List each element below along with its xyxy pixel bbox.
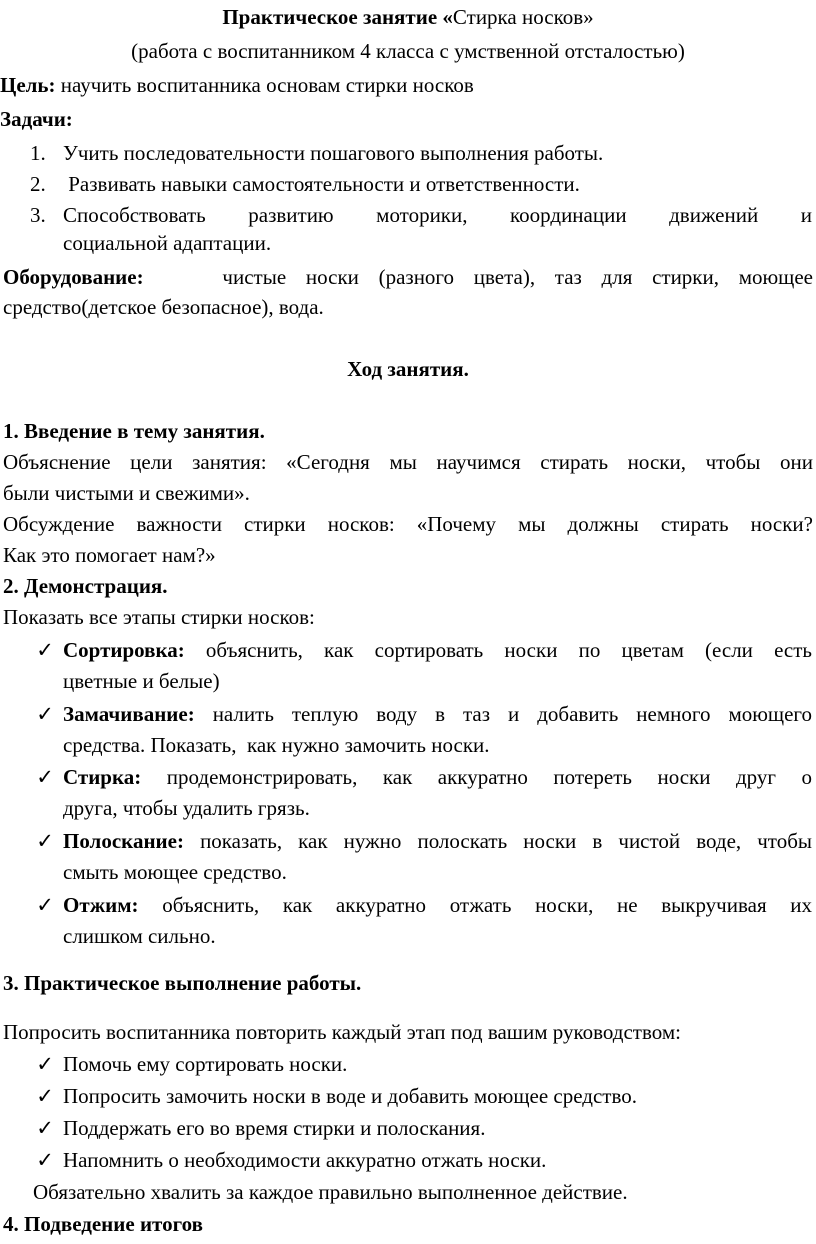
goal-text: научить воспитанника основам стирки носков xyxy=(60,73,474,97)
task-number: 3. xyxy=(30,203,46,227)
document-title xyxy=(0,4,816,30)
section1-paragraph-line: Как это помогает нам?» xyxy=(3,543,216,567)
practice-step-text: Помочь ему сортировать носки. xyxy=(63,1052,348,1076)
practice-step-text: Напомнить о необходимости аккуратно отжать носки. xyxy=(63,1148,547,1172)
demo-step-text: Полоскание: показать, как нужно полоскать носки в чистой воде, чтобы xyxy=(63,829,813,853)
checkmark-icon: ✓ xyxy=(36,702,54,726)
demo-step-text: Стирка: продемонстрировать, как аккуратно потереть носки друг о xyxy=(63,765,813,789)
equipment-label: Оборудование: xyxy=(3,265,144,289)
equipment-line xyxy=(3,264,813,290)
tasks-label: Задачи: xyxy=(0,107,73,131)
task-text: Развивать навыки самостоятельности и ответственности. xyxy=(63,172,580,196)
course-heading: Ход занятия. xyxy=(347,357,469,381)
title-bold: Практическое занятие « xyxy=(222,5,453,29)
task-text: Способствовать развитию моторики, координации движений и xyxy=(63,203,812,227)
checkmark-icon: ✓ xyxy=(36,829,54,853)
section2-title: 2. Демонстрация. xyxy=(3,574,168,598)
section3-note: Обязательно хвалить за каждое правильно выполненное действие. xyxy=(33,1180,628,1204)
title-rest: Стирка носков» xyxy=(452,5,594,29)
task-text: Учить последовательности пошагового выполнения работы. xyxy=(63,141,604,165)
checkmark-icon: ✓ xyxy=(36,1052,54,1076)
section1-paragraph-line: были чистыми и свежими». xyxy=(3,481,250,505)
section3-intro: Попросить воспитанника повторить каждый этап под вашим руководством: xyxy=(3,1020,681,1044)
checkmark-icon: ✓ xyxy=(36,765,54,789)
section1-title: 1. Введение в тему занятия. xyxy=(3,419,265,443)
section3-title: 3. Практическое выполнение работы. xyxy=(3,971,362,995)
checkmark-icon: ✓ xyxy=(36,893,54,917)
checkmark-icon: ✓ xyxy=(36,1148,54,1172)
goal-line xyxy=(0,72,816,98)
section4-title: 4. Подведение итогов xyxy=(3,1212,203,1236)
demo-step-text: Замачивание: налить теплую воду в таз и добавить немного моющего xyxy=(63,702,813,726)
section1-paragraph-line: Обсуждение важности стирки носков: «Почему мы должны стирать носки? xyxy=(3,512,813,536)
checkmark-icon: ✓ xyxy=(36,1084,54,1108)
practice-step-text: Поддержать его во время стирки и полоскания. xyxy=(63,1116,486,1140)
checkmark-icon: ✓ xyxy=(36,638,54,662)
task-number: 1. xyxy=(30,141,46,165)
practice-step-text: Попросить замочить носки в воде и добавить моющее средство. xyxy=(63,1084,637,1108)
task-text: социальной адаптации. xyxy=(63,231,272,255)
checkmark-icon: ✓ xyxy=(36,1116,54,1140)
demo-step-text: Сортировка: объяснить, как сортировать носки по цветам (если есть xyxy=(63,638,812,662)
equipment-text: чистые носки (разного цвета), таз для стирки, моющее xyxy=(222,265,813,289)
goal-label: Цель: xyxy=(0,73,56,97)
equipment-line-2: средство(детское безопасное), вода. xyxy=(3,295,324,319)
document-subtitle: (работа с воспитанником 4 класса с умственной отсталостью) xyxy=(131,39,685,63)
section1-paragraph-line: Объяснение цели занятия: «Сегодня мы научимся стирать носки, чтобы они xyxy=(3,450,813,474)
demo-step-text: Отжим: объяснить, как аккуратно отжать носки, не выкручивая их xyxy=(63,893,812,917)
task-number: 2. xyxy=(30,172,46,196)
section2-intro: Показать все этапы стирки носков: xyxy=(3,605,315,629)
document-page: Практическое занятие «Стирка носков» (работа с воспитанником 4 класса с умственной отсталостью) Цель: научить воспитанника основам стирки носков Задачи: 1. Учить последовательности пошагового выполнения работы. 2. Развивать навыки самостоятельности и ответственности. 3. Способствовать развитию моторики, координации движений и социальной адаптации. Оборудование: чистые носки (разного цвета), таз для стирки, моющее средство(детское безопасное), вода. Ход занятия. 1. Введение в тему занятия. Объяснение цели занятия: «Сегодня мы научимся стирать носки, чтобы они были чистыми и свежими». Обсуждение важности стирки носков: «Почему мы должны стирать носки? Как это помогает нам?» 2. Демонстрация. Показать все этапы стирки носков: ✓ Сортировка: объяснить, как сортировать носки по цветам (если есть цветные и белые) ✓ Замачивание: налить теплую воду в таз и добавить немного моющего средства. Показать, как нужно замочить носки. ✓ Стирка: продемонстрировать, как аккуратно потереть носки друг о друга, чтобы удалить грязь. ✓ Полоскание: показать, как нужно полоскать носки в чистой воде, чтобы смыть моющее средство. ✓ Отжим: объяснить, как аккуратно отжать носки, не выкручивая их слишком сильно. 3. Практическое выполнение работы. Попросить воспитанника повторить каждый этап под вашим руководством: ✓ Помочь ему сортировать носки. ✓ Попросить замочить носки в воде и добавить моющее средство. ✓ Поддержать его во время стирки и полоскания. ✓ Напомнить о необходимости аккуратно отжать носки. Обязательно хвалить за каждое правильно выполненное действие. 4. Подведение итогов xyxy=(0,0,816,1244)
